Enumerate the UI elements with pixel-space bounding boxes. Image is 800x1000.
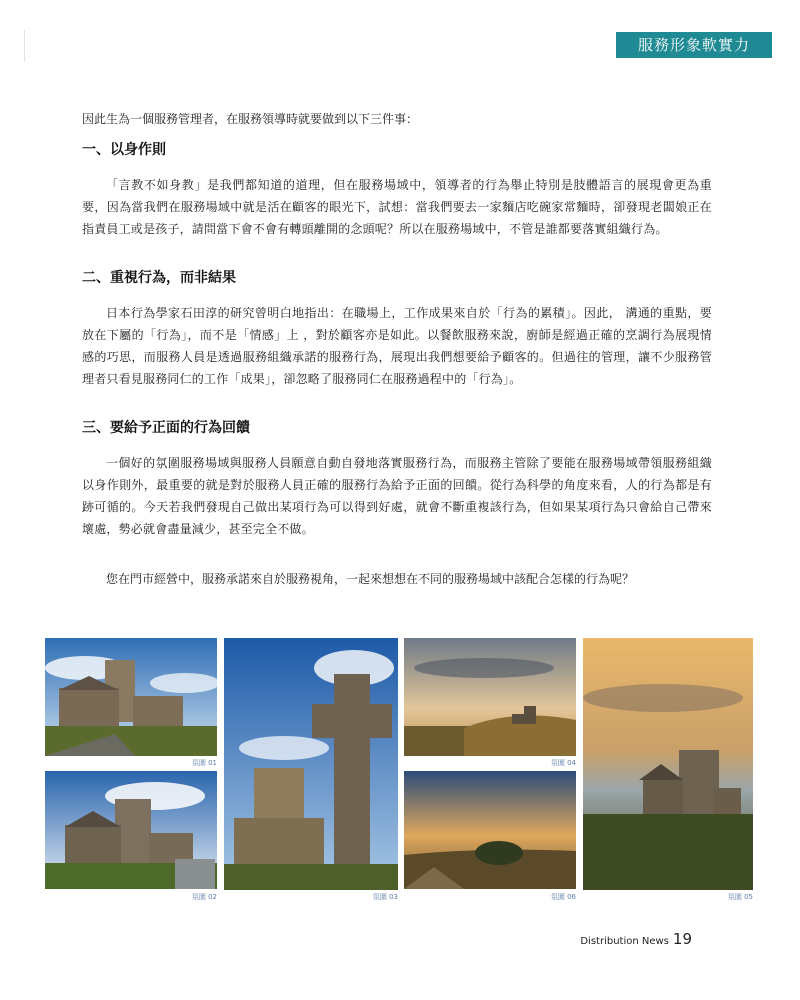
photo-church-sunset-05 [583, 638, 753, 890]
photo-caption-02: 氛圍 02 [191, 893, 217, 901]
photo-coast-sunset-04 [404, 638, 576, 756]
corner-mark [24, 30, 25, 62]
section-body-1: 「言教不如身教」是我們都知道的道理，但在服務場域中，領導者的行為舉止特別是肢體語言的展現會更為重要，因為當我們在服務場域中就是活在顧客的眼光下，試想：當我們要去一家麵店吃碗家常麵時，卻發現老闆娘正在指責員工或是孩子，請問當下會不會有轉頭離開的念頭呢？所以在服務場域中，不管是誰都要落實組織行為。 [82, 178, 712, 236]
article-closing: 您在門市經營中，服務承諾來自於服務視角，一起來想想在不同的服務場域中該配合怎樣的行為呢？ [106, 572, 635, 586]
section-body-2: 日本行為學家石田淳的研究曾明白地指出：在職場上，工作成果來自於「行為的累積」。因此， 溝通的重點，要放在下屬的「行為」，而不是「情感」上 ，對於顧客亦是如此。以餐飲服務來說，廚師是經過正確的烹調行為展現情感的巧思，而服務人員是透過服務組織承諾的服務行為，展現出我們想要給予顧客的。但過往的管理，讓不少服務管理者只看見服務同仁的工作「成果」，卻忽略了服務同仁在服務過程中的「行為」。 [82, 306, 712, 386]
photo-caption-05: 氛圍 05 [727, 893, 753, 901]
section-title-tab: 服務形象軟實力 [616, 32, 772, 58]
photo-caption-03: 氛圍 03 [372, 893, 398, 901]
photo-sunset-tree-06 [404, 771, 576, 889]
article-body [82, 110, 712, 590]
publication-name: Distribution News [580, 936, 669, 947]
section-heading-2: 二、重視行為，而非結果 [82, 270, 236, 286]
section-heading-1: 一、以身作則 [82, 142, 166, 158]
photo-stone-cross-03 [224, 638, 398, 890]
section-body-3: 一個好的氛圍服務場域與服務人員願意自動自發地落實服務行為，而服務主管除了要能在服務場域帶領服務組織以身作則外，最重要的就是對於服務人員正確的服務行為給予正面的回饋。從行為科學的角度來看，人的行為都是有跡可循的。今天若我們發現自己做出某項行為可以得到好處，就會不斷重複該行為，但如果某項行為只會給自己帶來壞處，勢必就會盡量減少，甚至完全不做。 [82, 456, 712, 536]
photo-church-02 [45, 771, 217, 889]
section-heading-3: 三、要給予正面的行為回饋 [82, 420, 250, 436]
photo-caption-01: 氛圍 01 [191, 759, 217, 767]
article-intro: 因此生為一個服務管理者，在服務領導時就要做到以下三件事： [82, 112, 419, 126]
photo-caption-04: 氛圍 04 [550, 759, 576, 767]
photo-caption-06: 氛圍 06 [550, 893, 576, 901]
page-number: 19 [672, 930, 692, 948]
page-footer [580, 930, 692, 948]
photo-church-01 [45, 638, 217, 756]
